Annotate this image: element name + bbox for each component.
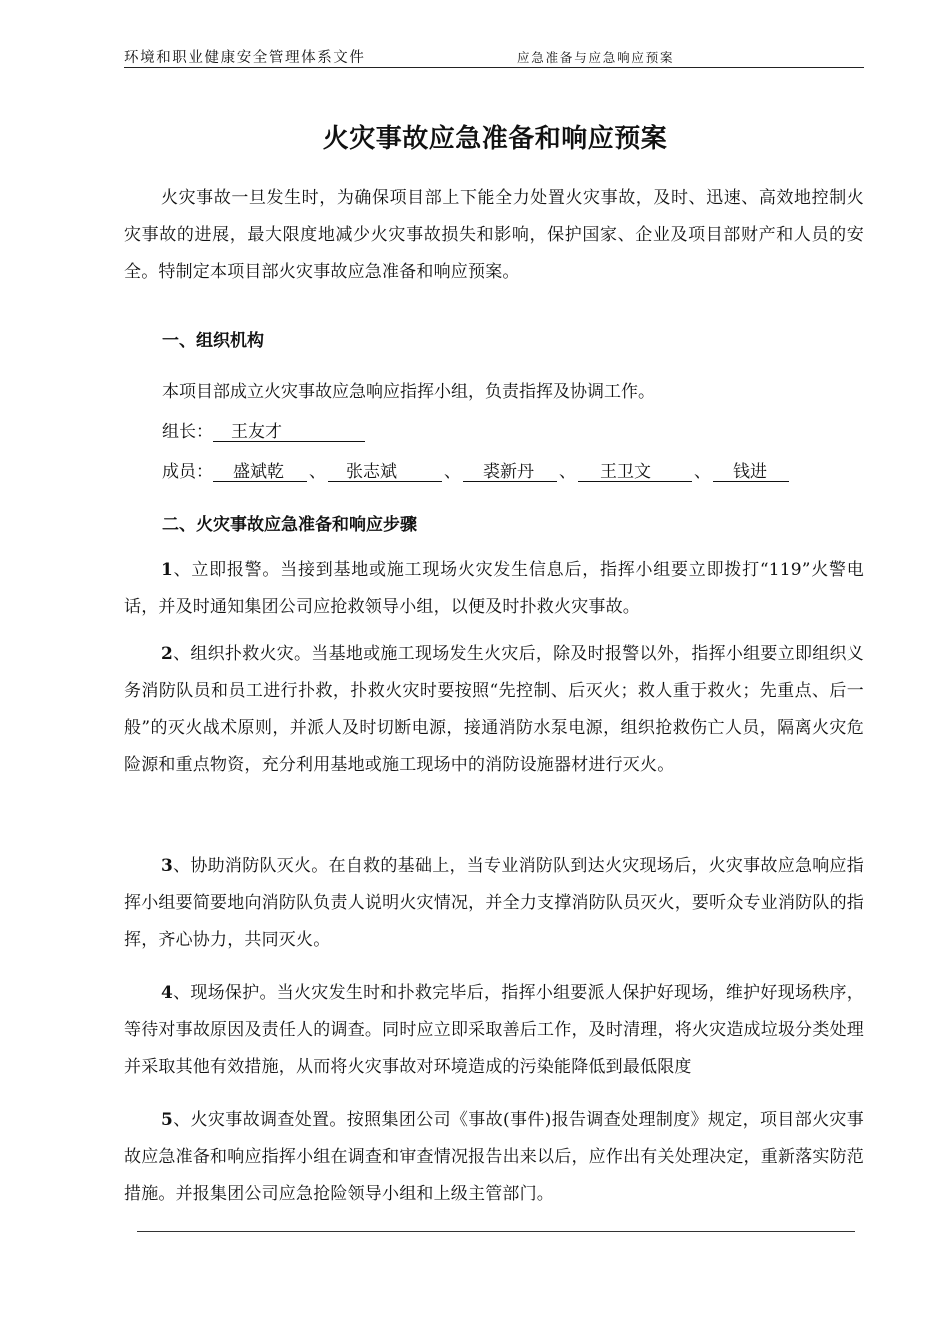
member-name: 裘新丹 bbox=[463, 463, 557, 482]
header-document-title: 应急准备与应急响应预案 bbox=[517, 50, 675, 65]
member-separator: 、 bbox=[444, 462, 461, 482]
header-divider bbox=[124, 67, 864, 68]
step-text: 、组织扑救火灾。当基地或施工现场发生火灾后，除及时报警以外，指挥小组要立即组织义务消防队员和员工进行扑救，扑救火灾时要按照“先控制、后灭火；救人重于救火；先重点、后一般”的灭火战术原则，并派人及时切断电源，接通消防水泵电源，组织抢救伤亡人员，隔离火灾危险源和重点物资，充分利用基地或施工现场中的消防设施器材进行灭火。 bbox=[124, 644, 864, 775]
step-number: 4 bbox=[161, 983, 174, 1003]
section1-heading: 一、组织机构 bbox=[162, 331, 264, 351]
step-paragraph bbox=[124, 975, 864, 1086]
step-paragraph bbox=[124, 848, 864, 959]
member-separator: 、 bbox=[694, 462, 711, 482]
section2-heading: 二、火灾事故应急准备和响应步骤 bbox=[162, 515, 417, 535]
section1-text: 本项目部成立火灾事故应急响应指挥小组，负责指挥及协调工作。 bbox=[162, 382, 655, 402]
step-paragraph bbox=[124, 636, 864, 784]
member-separator: 、 bbox=[309, 462, 326, 482]
leader-label: 组长： bbox=[162, 422, 213, 442]
leader-name: 王友才 bbox=[213, 423, 365, 442]
step-paragraph bbox=[124, 1102, 864, 1213]
page-title: 火灾事故应急准备和响应预案 bbox=[322, 124, 668, 154]
step-number: 5 bbox=[161, 1110, 174, 1130]
member-name: 钱进 bbox=[713, 463, 789, 482]
step-number: 2 bbox=[161, 644, 174, 664]
leader-row bbox=[162, 417, 365, 442]
members-row bbox=[162, 457, 789, 482]
step-text: 、火灾事故调查处置。按照集团公司《事故(事件)报告调查处理制度》规定，项目部火灾事故应急准备和响应指挥小组在调查和审查情况报告出来以后，应作出有关处理决定，重新落实防范措施。并报集团公司应急抢险领导小组和上级主管部门。 bbox=[124, 1110, 864, 1204]
intro-paragraph: 火灾事故一旦发生时，为确保项目部上下能全力处置火灾事故，及时、迅速、高效地控制火灾事故的进展，最大限度地减少火灾事故损失和影响，保护国家、企业及项目部财产和人员的安全。特制定本项目部火灾事故应急准备和响应预案。 bbox=[124, 188, 864, 282]
step-text: 、现场保护。当火灾发生时和扑救完毕后，指挥小组要派人保护好现场，维护好现场秩序，等待对事故原因及责任人的调查。同时应立即采取善后工作，及时清理，将火灾造成垃圾分类处理并采取其他有效措施，从而将火灾事故对环境造成的污染能降低到最低限度 bbox=[124, 983, 864, 1077]
step-number: 3 bbox=[161, 856, 174, 876]
member-name: 张志斌 bbox=[328, 463, 442, 482]
step-paragraph bbox=[124, 552, 864, 626]
header-document-category: 环境和职业健康安全管理体系文件 bbox=[124, 50, 366, 66]
footer-divider bbox=[137, 1231, 855, 1232]
member-name: 盛斌乾 bbox=[213, 463, 307, 482]
step-number: 1 bbox=[161, 560, 174, 580]
members-label: 成员： bbox=[162, 462, 213, 482]
member-separator: 、 bbox=[559, 462, 576, 482]
step-text: 、协助消防队灭火。在自救的基础上，当专业消防队到达火灾现场后，火灾事故应急响应指挥小组要简要地向消防队负责人说明火灾情况，并全力支撑消防队员灭火，要听众专业消防队的指挥，齐心协力，共同灭火。 bbox=[124, 856, 864, 950]
member-name: 王卫文 bbox=[578, 463, 692, 482]
step-text: 、立即报警。当接到基地或施工现场火灾发生信息后，指挥小组要立即拨打“119”火警电话，并及时通知集团公司应抢救领导小组，以便及时扑救火灾事故。 bbox=[124, 560, 864, 617]
